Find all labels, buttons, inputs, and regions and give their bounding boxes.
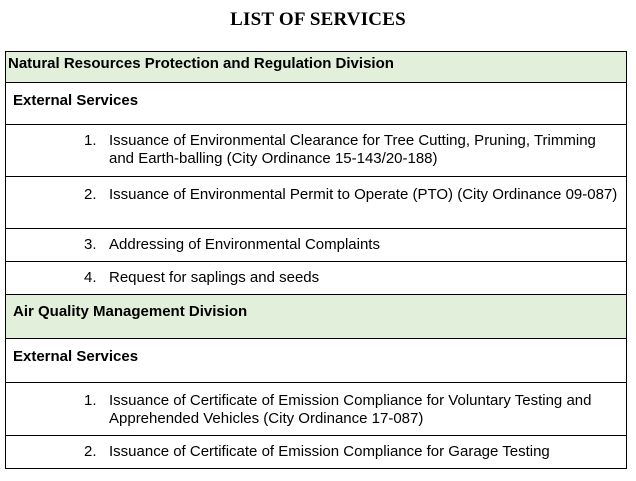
list-item bbox=[6, 229, 626, 262]
item-number: 2. bbox=[84, 186, 97, 203]
item-text: Addressing of Environmental Complaints bbox=[109, 236, 380, 253]
division-header bbox=[6, 295, 626, 339]
item-number: 1. bbox=[84, 392, 97, 409]
subheading: External Services bbox=[13, 92, 139, 109]
item-text: Issuance of Environmental Clearance for Tree Cutting, Pruning, Trimming and Earth-balling (City Ordinance 15-143/20-188) bbox=[109, 132, 596, 167]
item-text: Issuance of Environmental Permit to Operate (PTO) (City Ordinance 09-087) bbox=[109, 186, 618, 203]
item-text: Issuance of Certificate of Emission Compliance for Voluntary Testing and Apprehended Vehicles (City Ordinance 17-087) bbox=[109, 392, 592, 427]
list-item bbox=[6, 383, 626, 436]
external-services-header bbox=[6, 339, 626, 383]
subheading: External Services bbox=[13, 348, 139, 365]
item-number: 2. bbox=[84, 443, 97, 460]
list-item bbox=[6, 177, 626, 229]
item-text: Request for saplings and seeds bbox=[109, 269, 320, 286]
item-number: 1. bbox=[84, 132, 97, 149]
item-number: 4. bbox=[84, 269, 97, 286]
item-text: Issuance of Certificate of Emission Compliance for Garage Testing bbox=[109, 443, 550, 460]
services-table bbox=[5, 51, 627, 469]
list-item bbox=[6, 262, 626, 295]
list-item bbox=[6, 125, 626, 177]
page-title: LIST OF SERVICES bbox=[230, 9, 406, 30]
division-title: Natural Resources Protection and Regulation Division bbox=[8, 55, 394, 72]
list-item bbox=[6, 436, 626, 469]
division-header bbox=[6, 52, 626, 83]
external-services-header bbox=[6, 83, 626, 125]
division-title: Air Quality Management Division bbox=[13, 303, 248, 320]
item-number: 3. bbox=[84, 236, 97, 253]
